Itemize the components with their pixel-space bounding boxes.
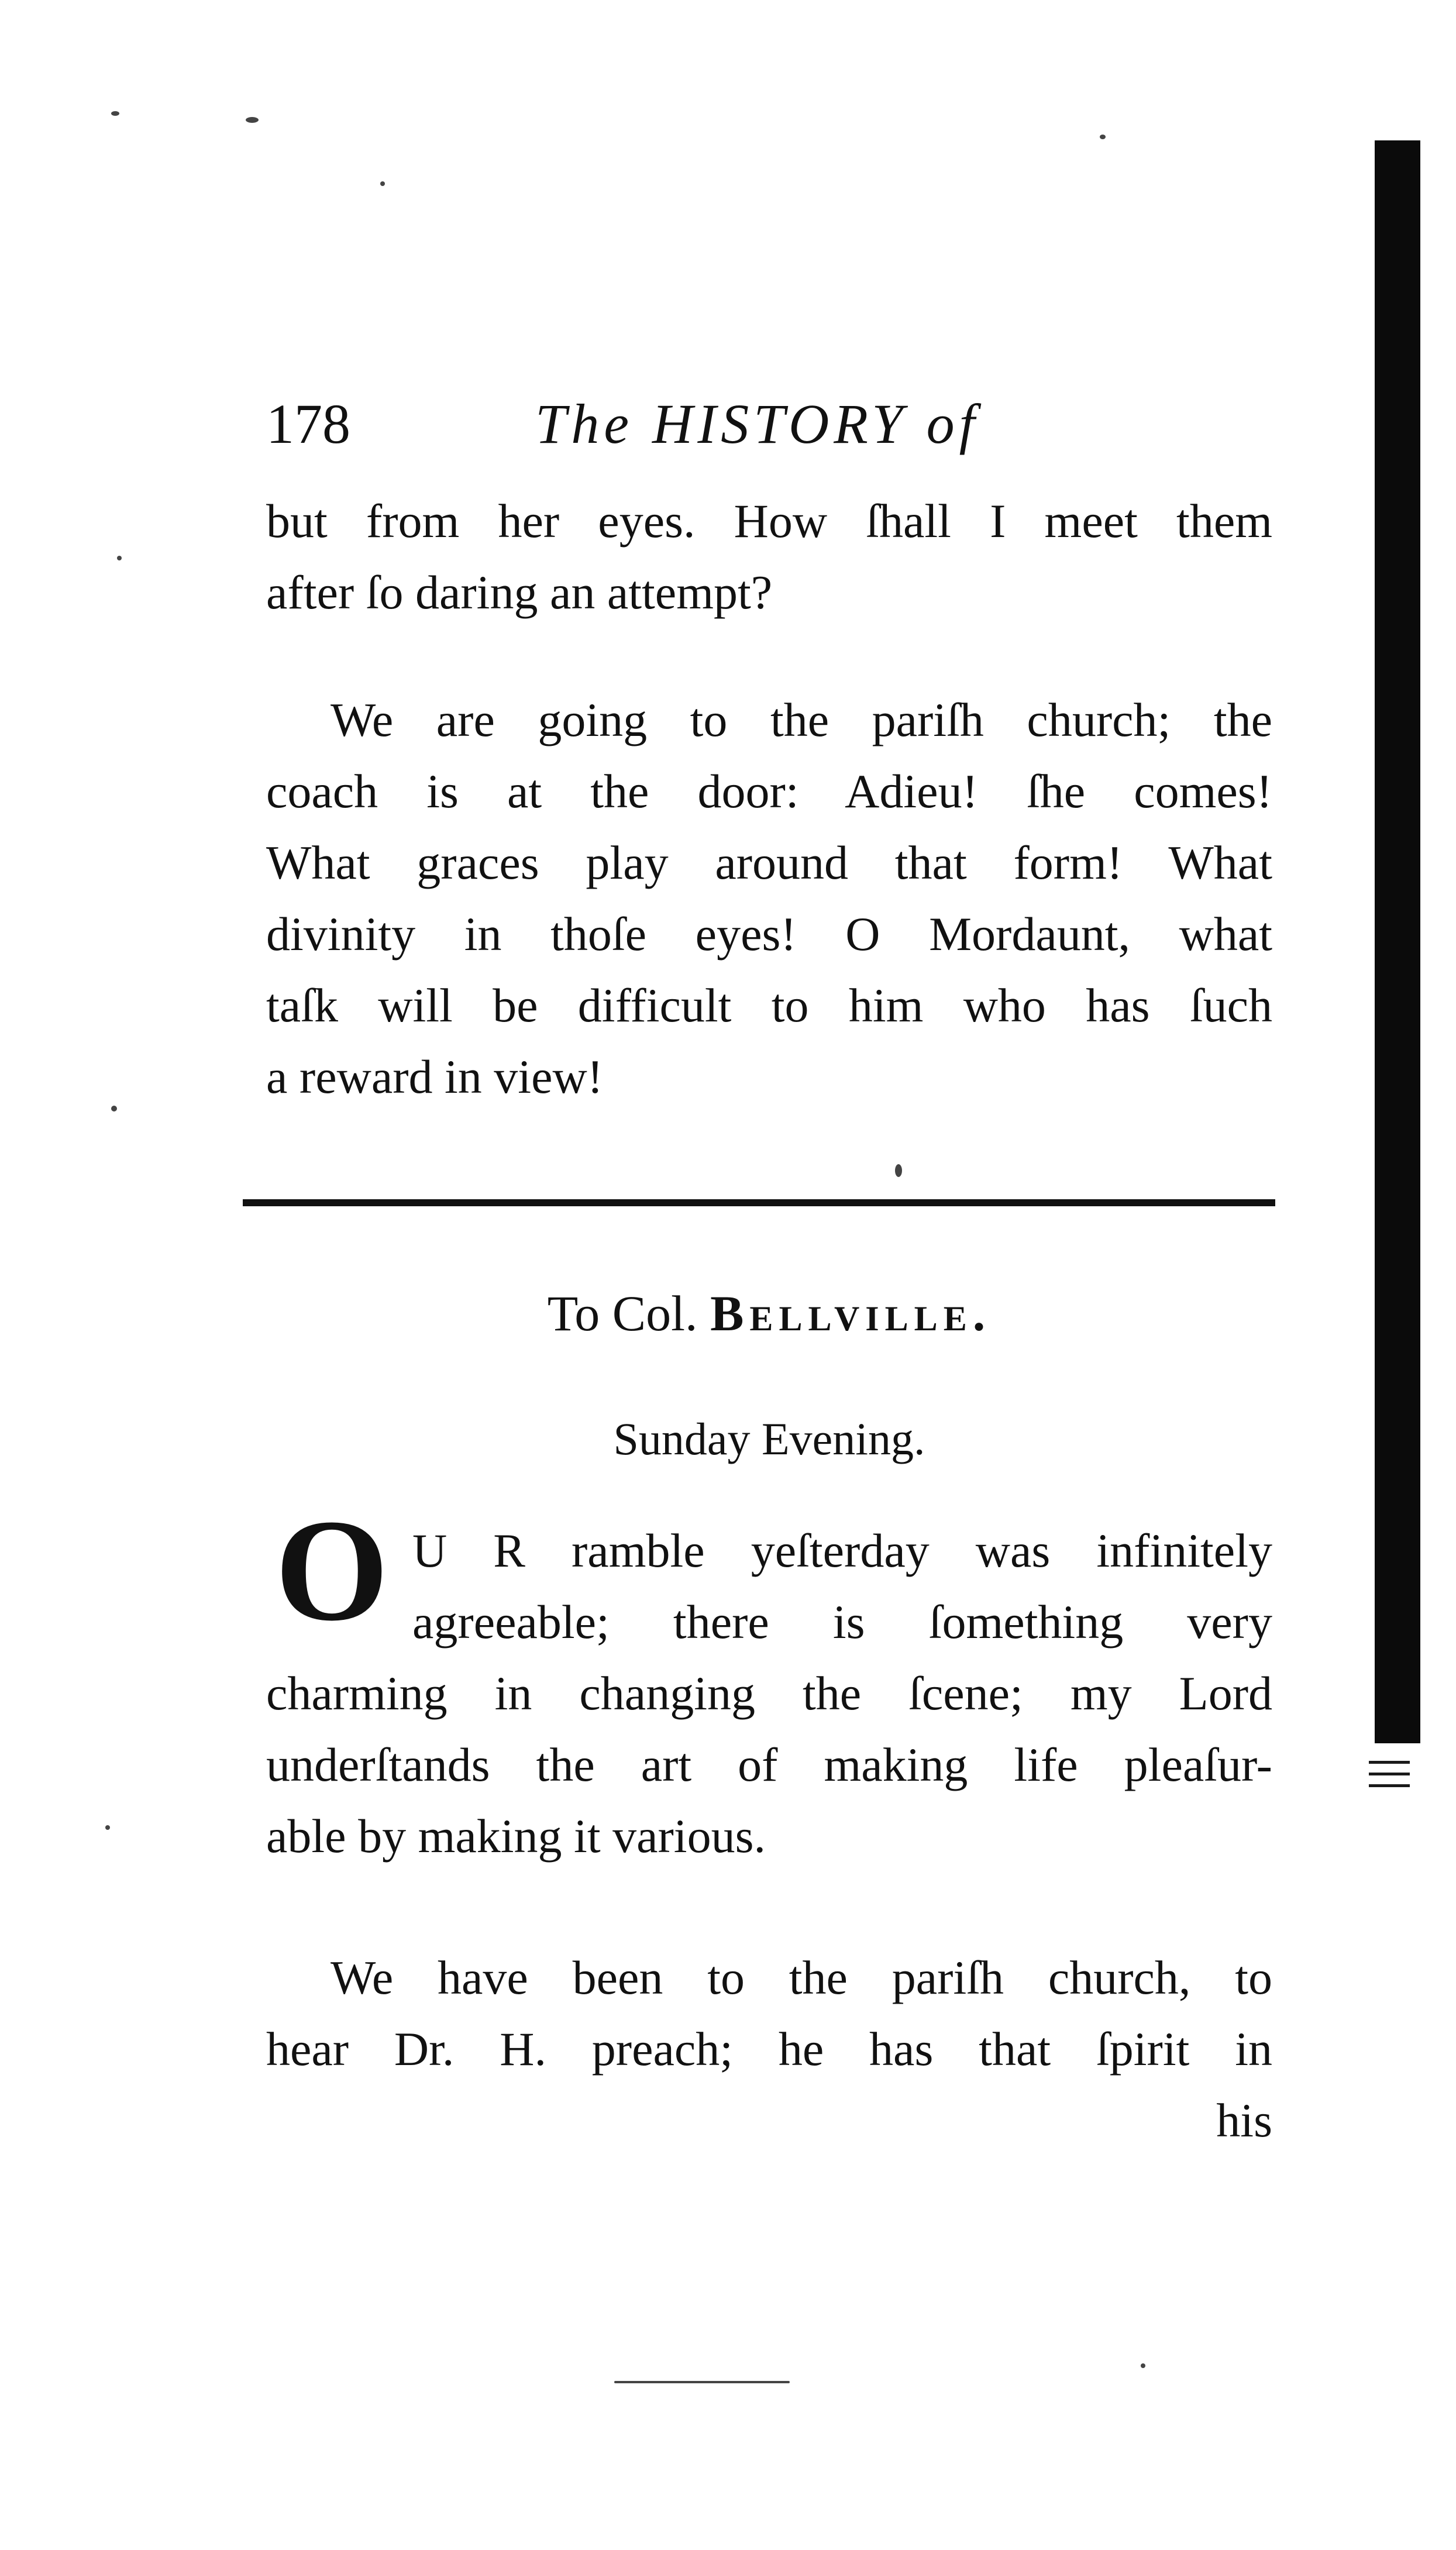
scan-speck [1100,135,1106,139]
text-line: divinity in thoſe eyes! O Mordaunt, what [266,907,1272,961]
scan-speck [614,2381,790,2383]
section-rule [243,1199,1275,1206]
salutation-name: Bellville. [710,1285,992,1341]
text-line: coach is at the door: Adieu! ſhe comes! [266,765,1272,818]
running-head [266,383,1144,465]
text-line: after ſo daring an attempt? [266,566,773,619]
text-line: a reward in view! [266,1050,604,1103]
text-line: What graces play around that form! What [266,836,1272,889]
paragraph-2 [266,684,1272,1113]
scan-speck [111,1106,117,1111]
text-line: We are going to the pariſh church; the [331,693,1272,746]
catchword: his [1216,2094,1272,2147]
scan-speck [117,556,122,560]
scan-speck [105,1825,110,1830]
paragraph-4 [266,1942,1272,2156]
text-line: U R ramble yeſterday was infinitely [412,1524,1272,1577]
text-line: agreeable; there is ſomething very [412,1595,1272,1649]
paragraph-3 [266,1515,1272,1872]
text-line: hear Dr. H. preach; he has that ſpirit in [266,2022,1272,2076]
scan-speck [111,111,119,116]
scan-speck [1141,2363,1145,2368]
drop-cap: O [275,1489,389,1651]
text-line: charming in changing the ſcene; my Lord [266,1667,1272,1720]
letter-dateline: Sunday Evening. [613,1413,925,1464]
edge-mark [1369,1784,1410,1787]
binding-edge [1375,140,1420,1743]
scan-speck [895,1164,902,1177]
salutation-prefix: To Col. [547,1285,698,1341]
scan-speck [380,181,385,186]
text-line: but from her eyes. How ſhall I meet them [266,494,1272,548]
page-number: 178 [266,393,350,455]
text-line: underſtands the art of making life pleaſur- [266,1738,1272,1791]
edge-mark [1369,1773,1410,1775]
edge-mark [1369,1761,1410,1764]
scan-speck [246,117,259,123]
text-line: We have been to the pariſh church, to [331,1951,1272,2004]
running-title: The HISTORY of [535,393,980,455]
text-line: able by making it various. [266,1809,766,1863]
letter-salutation [266,1281,1272,1345]
paragraph-1 [266,486,1272,628]
text-line: taſk will be difficult to him who has ſuch [266,979,1272,1032]
